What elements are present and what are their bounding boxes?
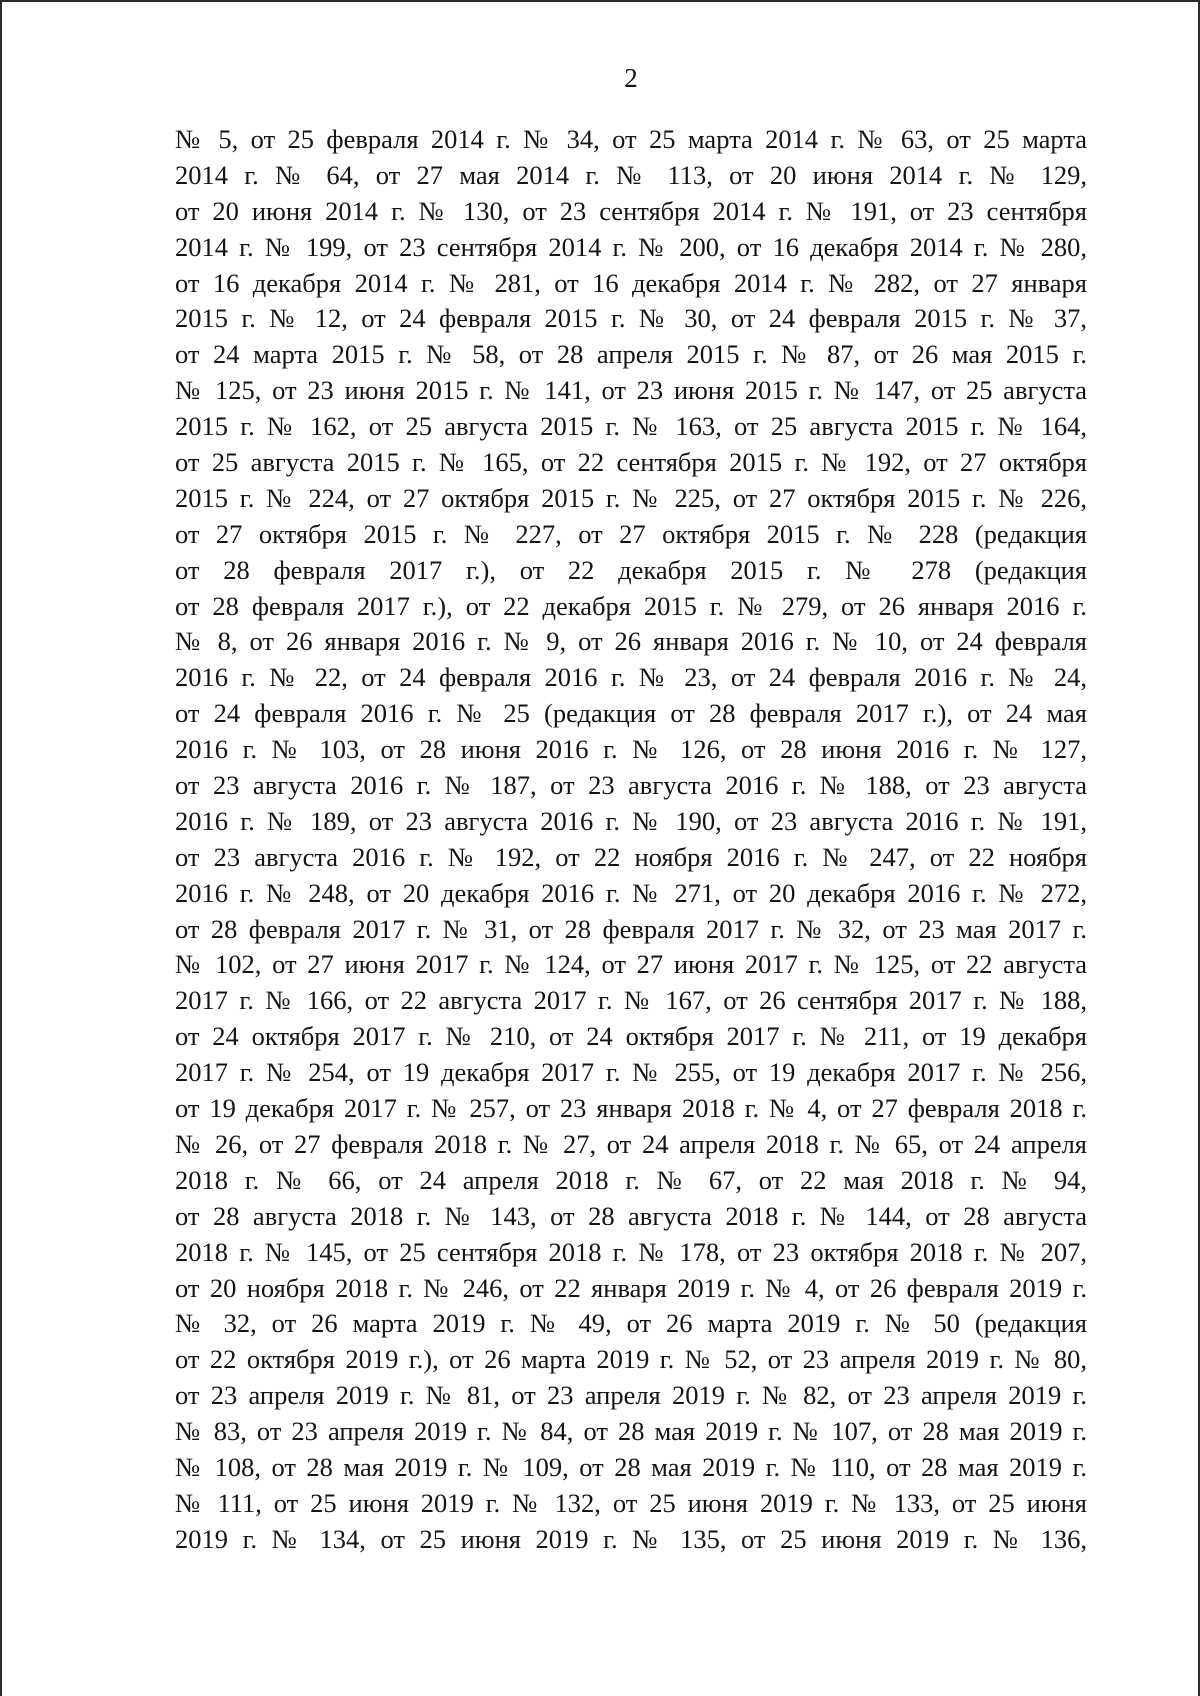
text-line: от 23 августа 2016 г. № 192, от 22 ноября 2016 г. № 247, от 22 ноября	[175, 841, 1087, 872]
scan-edge-top	[0, 0, 1200, 2]
text-line: № 108, от 28 мая 2019 г. № 109, от 28 мая 2019 г. № 110, от 28 мая 2019 г.	[175, 1451, 1087, 1482]
text-line: № 32, от 26 марта 2019 г. № 49, от 26 марта 2019 г. № 50 (редакция	[175, 1308, 1087, 1339]
text-line: 2018 г. № 66, от 24 апреля 2018 г. № 67, от 22 мая 2018 г. № 94,	[175, 1164, 1087, 1195]
text-line: 2017 г. № 166, от 22 августа 2017 г. № 167, от 26 сентября 2017 г. № 188,	[175, 985, 1087, 1016]
text-line: 2016 г. № 189, от 23 августа 2016 г. № 190, от 23 августа 2016 г. № 191,	[175, 805, 1087, 836]
text-line: от 28 февраля 2017 г.), от 22 декабря 2015 г. № 279, от 26 января 2016 г.	[175, 590, 1087, 621]
text-line: № 5, от 25 февраля 2014 г. № 34, от 25 марта 2014 г. № 63, от 25 марта	[175, 124, 1087, 154]
text-line: № 102, от 27 июня 2017 г. № 124, от 27 июня 2017 г. № 125, от 22 августа	[175, 949, 1087, 980]
text-line: 2019 г. № 134, от 25 июня 2019 г. № 135, от 25 июня 2019 г. № 136,	[175, 1523, 1087, 1554]
text-line: 2015 г. № 162, от 25 августа 2015 г. № 163, от 25 августа 2015 г. № 164,	[175, 411, 1087, 442]
text-line: 2015 г. № 12, от 24 февраля 2015 г. № 30, от 24 февраля 2015 г. № 37,	[175, 303, 1087, 334]
text-line: от 23 апреля 2019 г. № 81, от 23 апреля 2019 г. № 82, от 23 апреля 2019 г.	[175, 1380, 1087, 1411]
text-line: от 25 августа 2015 г. № 165, от 22 сентября 2015 г. № 192, от 27 октября	[175, 447, 1087, 478]
text-line: от 20 ноября 2018 г. № 246, от 22 января 2019 г. № 4, от 26 февраля 2019 г.	[175, 1272, 1087, 1303]
text-line: от 24 февраля 2016 г. № 25 (редакция от 28 февраля 2017 г.), от 24 мая	[175, 698, 1087, 729]
text-line: 2016 г. № 248, от 20 декабря 2016 г. № 271, от 20 декабря 2016 г. № 272,	[175, 877, 1087, 908]
text-line: 2017 г. № 254, от 19 декабря 2017 г. № 255, от 19 декабря 2017 г. № 256,	[175, 1057, 1087, 1088]
text-line: 2014 г. № 199, от 23 сентября 2014 г. № 200, от 16 декабря 2014 г. № 280,	[175, 231, 1087, 262]
text-line: № 26, от 27 февраля 2018 г. № 27, от 24 апреля 2018 г. № 65, от 24 апреля	[175, 1128, 1087, 1159]
text-line: № 83, от 23 апреля 2019 г. № 84, от 28 мая 2019 г. № 107, от 28 мая 2019 г.	[175, 1416, 1087, 1447]
text-line: 2014 г. № 64, от 27 мая 2014 г. № 113, от 20 июня 2014 г. № 129,	[175, 159, 1087, 190]
text-line: от 16 декабря 2014 г. № 281, от 16 декабря 2014 г. № 282, от 27 января	[175, 267, 1087, 298]
text-line: 2016 г. № 103, от 28 июня 2016 г. № 126, от 28 июня 2016 г. № 127,	[175, 734, 1087, 765]
text-line: от 24 октября 2017 г. № 210, от 24 октября 2017 г. № 211, от 19 декабря	[175, 1021, 1087, 1052]
text-line: 2015 г. № 224, от 27 октября 2015 г. № 225, от 27 октября 2015 г. № 226,	[175, 482, 1087, 513]
text-line: от 19 декабря 2017 г. № 257, от 23 января 2018 г. № 4, от 27 февраля 2018 г.	[175, 1093, 1087, 1124]
text-line: № 8, от 26 января 2016 г. № 9, от 26 января 2016 г. № 10, от 24 февраля	[175, 626, 1087, 657]
scan-edge-left	[0, 0, 2, 1696]
body-text	[175, 122, 1087, 1558]
text-line: 2018 г. № 145, от 25 сентября 2018 г. № 178, от 23 октября 2018 г. № 207,	[175, 1236, 1087, 1267]
text-line: № 111, от 25 июня 2019 г. № 132, от 25 июня 2019 г. № 133, от 25 июня	[175, 1487, 1087, 1518]
page-number: 2	[624, 63, 638, 93]
text-line: от 27 октября 2015 г. № 227, от 27 октября 2015 г. № 228 (редакция	[175, 518, 1087, 549]
text-line: от 28 февраля 2017 г. № 31, от 28 февраля 2017 г. № 32, от 23 мая 2017 г.	[175, 913, 1087, 944]
text-line: от 23 августа 2016 г. № 187, от 23 августа 2016 г. № 188, от 23 августа	[175, 770, 1087, 801]
text-line: от 22 октября 2019 г.), от 26 марта 2019 г. № 52, от 23 апреля 2019 г. № 80,	[175, 1344, 1087, 1375]
text-line: от 28 февраля 2017 г.), от 22 декабря 2015 г. № 278 (редакция	[175, 554, 1087, 585]
text-line: от 24 марта 2015 г. № 58, от 28 апреля 2015 г. № 87, от 26 мая 2015 г.	[175, 339, 1087, 370]
text-line: 2016 г. № 22, от 24 февраля 2016 г. № 23, от 24 февраля 2016 г. № 24,	[175, 662, 1087, 693]
text-line: от 20 июня 2014 г. № 130, от 23 сентября 2014 г. № 191, от 23 сентября	[175, 195, 1087, 226]
text-line: от 28 августа 2018 г. № 143, от 28 августа 2018 г. № 144, от 28 августа	[175, 1200, 1087, 1231]
text-line: № 125, от 23 июня 2015 г. № 141, от 23 июня 2015 г. № 147, от 25 августа	[175, 375, 1087, 406]
